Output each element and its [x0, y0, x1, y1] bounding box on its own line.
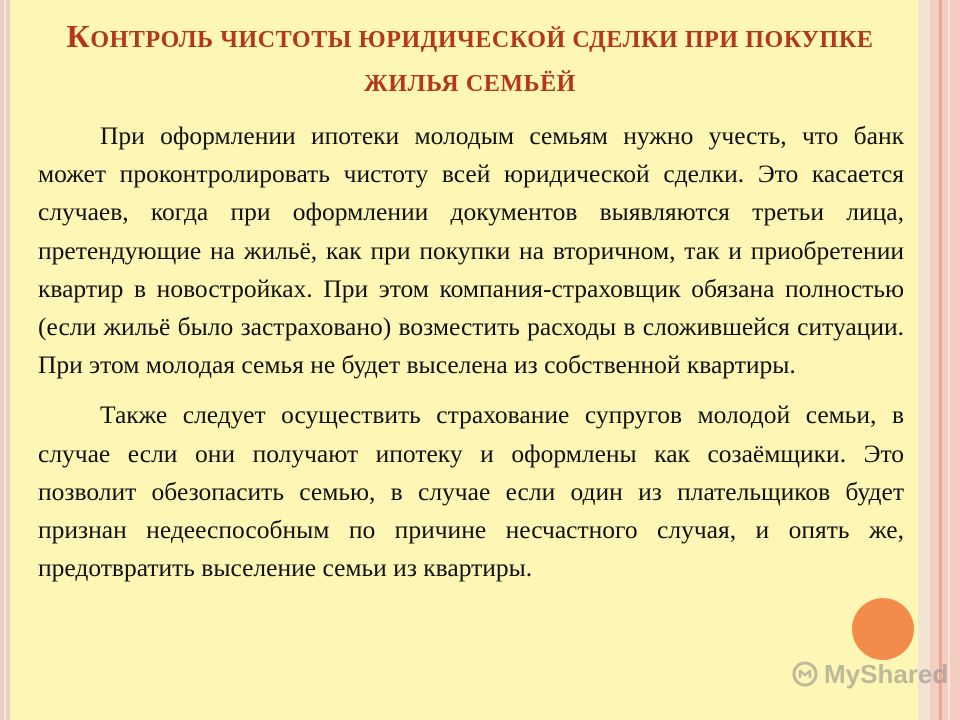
- slide-title: [50, 14, 890, 106]
- myshared-watermark: [792, 654, 948, 694]
- paragraph-1: При оформлении ипотеки молодым семьям нужно учесть, что банк может проконтролировать чистоту всей юридической сделки. Это касается случаев, когда при оформлении документов выявляются третьи лица, претендующие на жильё, как при покупки на вторичном, так и приобретении квартир в новостройках. При этом компания-страховщик обязана полностью (если жильё было застраховано) возместить расходы в сложившейся ситуации. При этом молодая семья не будет выселена из собственной квартиры.: [38, 121, 904, 380]
- right-decorative-border: [930, 0, 960, 720]
- decorative-orange-circle: [852, 598, 914, 660]
- myshared-logo-icon: [792, 661, 818, 687]
- title-rest: ОНТРОЛЬ ЧИСТОТЫ ЮРИДИЧЕСКОЙ СДЕЛКИ ПРИ ПОКУПКЕ ЖИЛЬЯ СЕМЬЁЙ: [90, 27, 874, 97]
- paragraph-2: Также следует осуществить страхование супругов молодой семьи, в случае если они получают ипотеку и оформлены как созаёмщики. Это позволит обезопасить семью, в случае если один из плательщиков будет признан недееспособным по причине несчастного случая, и опять же, предотвратить выселение семьи из квартиры.: [38, 400, 904, 583]
- slide-body: [38, 117, 904, 587]
- watermark-text: MyShared: [824, 658, 949, 689]
- left-decorative-border: [0, 0, 10, 720]
- slide: [10, 0, 918, 720]
- right-decorative-stripe-light: [948, 0, 950, 720]
- title-first-letter: К: [66, 18, 91, 54]
- right-decorative-stripe: [939, 0, 942, 720]
